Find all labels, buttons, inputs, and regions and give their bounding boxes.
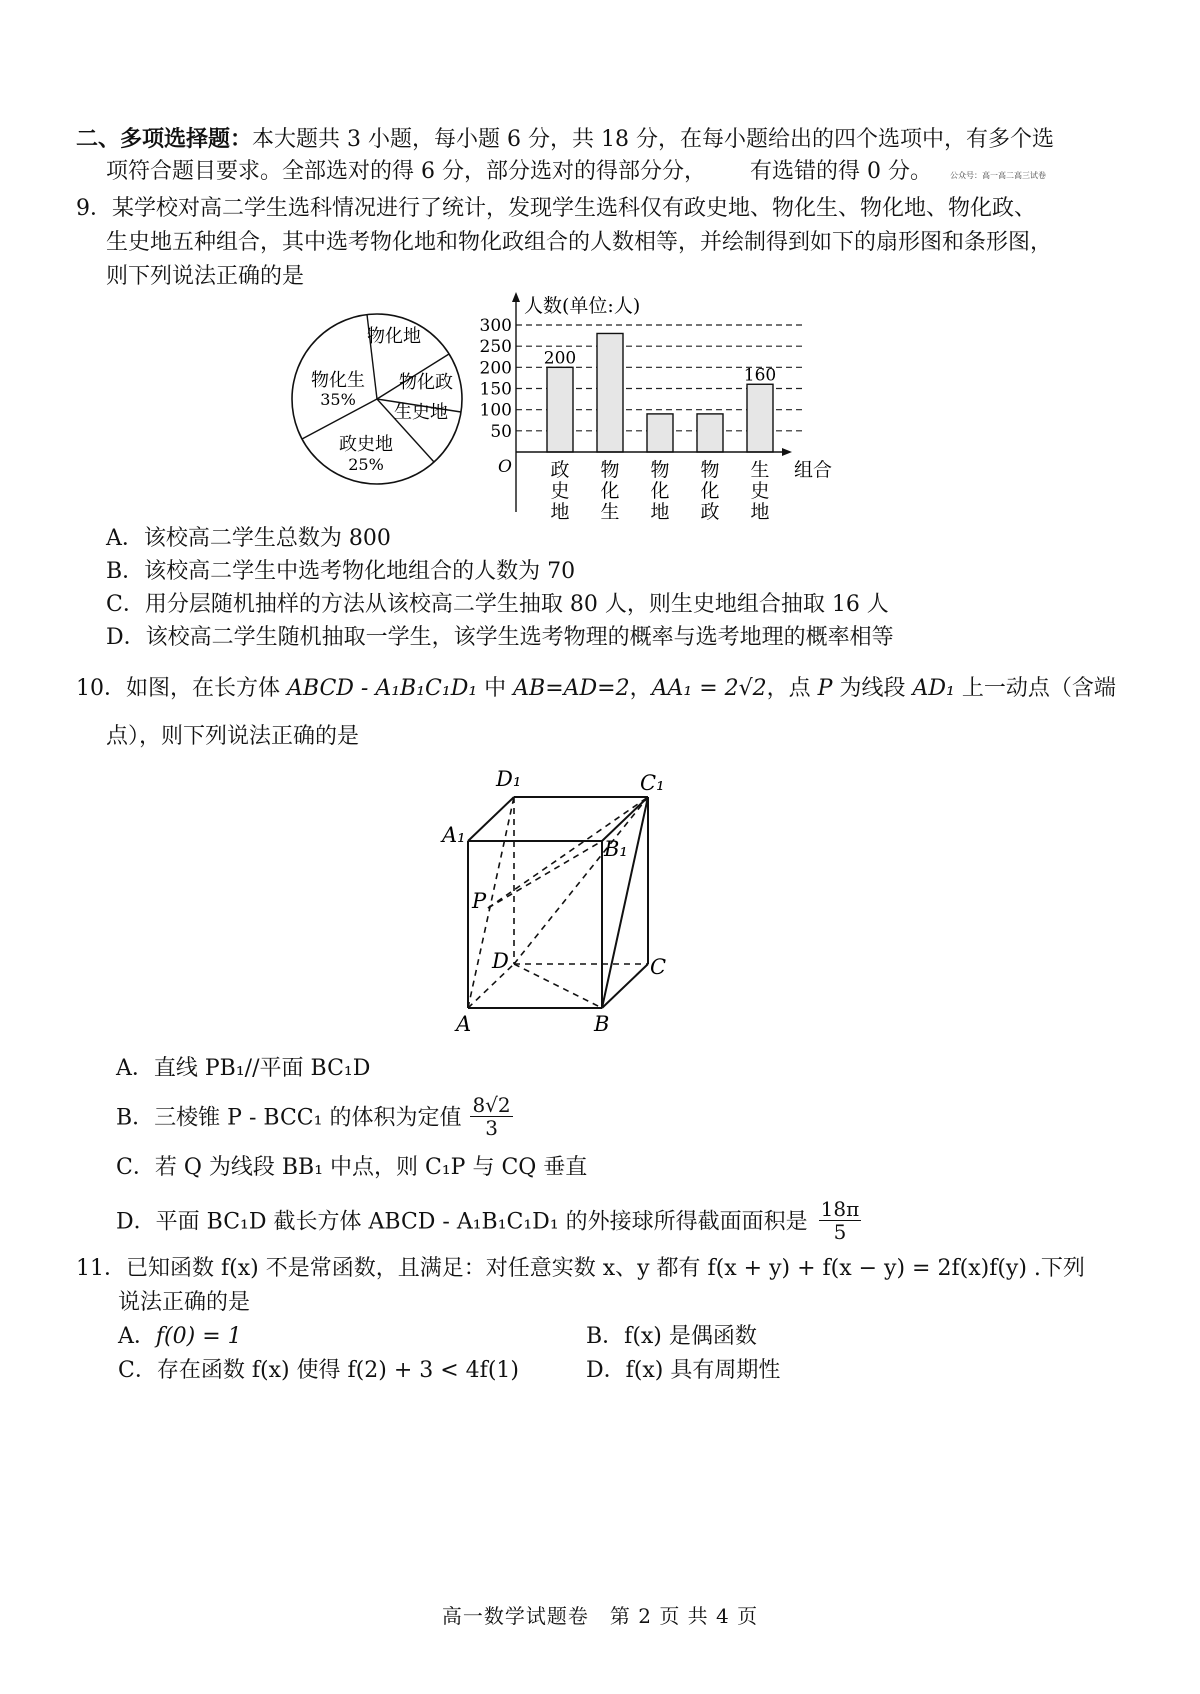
- x-category-label-3-char-3: 地: [650, 501, 670, 520]
- bar-1: [547, 367, 573, 452]
- q11-option-a: [118, 1322, 242, 1352]
- bar-yticks: [480, 316, 512, 442]
- q10-line1: [76, 674, 1116, 704]
- q9-option-c-letter: C．: [106, 592, 145, 617]
- q9-option-b-text: 该校高二学生中选考物化地组合的人数为 70: [144, 559, 576, 584]
- cuboid-figure: [434, 760, 694, 1040]
- y-tick-label-50: 50: [490, 421, 512, 442]
- bar-xlabels: [550, 459, 769, 520]
- q10-option-d-text: 平面 BC₁D 截长方体 ABCD - A₁B₁C₁D₁ 的外接球所得截面面积是: [155, 1209, 808, 1235]
- bar-3: [647, 414, 673, 452]
- q10-t2: ABCD - A₁B₁C₁D₁: [287, 676, 478, 701]
- section-intro-text: 本大题共 3 小题，每小题 6 分，共 18 分，在每小题给出的四个选项中，有多个选: [252, 127, 1054, 152]
- q9-line2: 生史地五种组合，其中选考物化地和物化政组合的人数相等，并绘制得到如下的扇形图和条形图，: [106, 230, 1053, 255]
- q10-option-d-fraction: [819, 1198, 862, 1243]
- q10-option-b: [116, 1093, 513, 1141]
- q9-line3: 则下列说法正确的是: [106, 264, 305, 289]
- q10-number: 10．: [76, 676, 126, 701]
- q11-option-a-letter: A．: [118, 1324, 156, 1349]
- x-category-label-5-char-3: 地: [750, 501, 770, 520]
- q9-text-line1: 某学校对高二学生选科情况进行了统计，发现学生选科仅有政史地、物化生、物化地、物化政、: [112, 196, 1037, 221]
- q10-option-c-letter: C．: [116, 1155, 155, 1180]
- q9-number: 9．: [76, 196, 112, 221]
- pie-label-zhengshidi: 政史地: [339, 434, 393, 455]
- edge-b1c1: [602, 797, 648, 841]
- origin-label: O: [498, 457, 512, 477]
- x-category-label-1-char-3: 地: [550, 501, 570, 520]
- edge-bc: [602, 964, 648, 1008]
- pie-label-wuhuasheng: 物化生: [311, 370, 365, 391]
- q9-line1: [76, 194, 1036, 224]
- y-tick-label-100: 100: [479, 400, 512, 421]
- watermark-note: 公众号：高一高二高三试卷: [950, 171, 1046, 180]
- label-p: P: [472, 889, 487, 913]
- label-d: D: [492, 949, 509, 973]
- q10-option-d-frac-den: 5: [833, 1220, 847, 1244]
- q11-option-b: [586, 1322, 757, 1352]
- q10-option-a: [116, 1054, 370, 1084]
- bar-chart: [476, 290, 836, 520]
- pie-pct-wuhuasheng: 35%: [320, 390, 356, 409]
- bar-4: [697, 414, 723, 452]
- data-label-1: 200: [543, 348, 577, 369]
- x-category-label-5-char-1: 生: [750, 459, 770, 481]
- x-category-label-3-char-2: 化: [650, 480, 670, 502]
- pie-label-wuhuazheng: 物化政: [399, 372, 453, 393]
- q9-option-a-text: 该校高二学生总数为 800: [143, 526, 391, 551]
- q10-line2: 点），则下列说法正确的是: [106, 724, 360, 749]
- q9-option-c: [106, 590, 889, 620]
- page-footer: 高一数学试题卷 第 2 页 共 4 页: [441, 1604, 759, 1628]
- q10-option-b-text: 三棱锥 P - BCC₁ 的体积为定值: [154, 1105, 462, 1131]
- q10-t7: ，点: [766, 676, 818, 701]
- x-axis-title: 组合: [794, 459, 833, 481]
- q10-option-c-text: 若 Q 为线段 BB₁ 中点，则 C₁P 与 CQ 垂直: [154, 1155, 588, 1180]
- q11-option-c-text: 存在函数 f(x) 使得 f(2) + 3 < 4f(1): [156, 1358, 519, 1383]
- y-tick-label-300: 300: [479, 316, 512, 336]
- label-a1: A₁: [442, 823, 466, 847]
- y-tick-label-150: 150: [479, 379, 512, 400]
- x-category-label-4-char-2: 化: [700, 480, 720, 502]
- x-category-label-2-char-1: 物: [600, 459, 620, 481]
- q9-option-c-text: 用分层随机抽样的方法从该校高二学生抽取 80 人，则生史地组合抽取 16 人: [144, 592, 889, 617]
- q10-option-b-frac-den: 3: [485, 1116, 498, 1140]
- section-heading: 二、多项选择题：: [76, 126, 253, 152]
- y-tick-label-200: 200: [479, 358, 512, 379]
- q10-t11: 上一动点（含端: [954, 676, 1116, 701]
- q11-option-d-letter: D．: [586, 1358, 626, 1383]
- edge-a1d1: [468, 797, 514, 841]
- section-intro-line2b-text: 有选错的得 0 分。: [750, 159, 932, 184]
- section-intro-line2-text: 项符合题目要求。全部选对的得 6 分，部分选对的得部分分，: [106, 159, 706, 184]
- data-label-5: 160: [743, 365, 777, 386]
- q10-t9: 为线段: [832, 676, 913, 701]
- x-category-label-4-char-3: 政: [700, 501, 720, 520]
- label-b1: B₁: [604, 837, 628, 861]
- q11-option-d: [586, 1356, 780, 1386]
- q10-t10: AD₁: [912, 676, 955, 701]
- q10-t5: ，: [629, 676, 652, 701]
- q10-t4: AB=AD=2: [513, 676, 630, 701]
- x-category-label-3-char-1: 物: [650, 459, 670, 481]
- q10-option-a-letter: A．: [116, 1056, 154, 1081]
- q10-option-b-frac-num: 8√2: [472, 1093, 511, 1117]
- q10-t1: 如图，在长方体: [126, 676, 287, 701]
- x-category-label-2-char-2: 化: [600, 480, 620, 502]
- q11-option-c-letter: C．: [118, 1358, 157, 1383]
- label-c: C: [650, 955, 667, 979]
- edge-dc1: [514, 797, 648, 964]
- q9-option-a-letter: A．: [106, 526, 144, 551]
- q11-option-d-text: f(x) 具有周期性: [625, 1358, 781, 1383]
- y-axis-arrow: [512, 292, 520, 302]
- q11-option-c: [118, 1356, 519, 1386]
- pie-label-shengshidi: 生史地: [394, 402, 448, 423]
- q10-option-b-letter: B．: [116, 1105, 155, 1131]
- cuboid-dashed-edges: [468, 797, 648, 1008]
- x-category-label-5-char-2: 史: [750, 480, 770, 502]
- q11-line2: 说法正确的是: [118, 1290, 251, 1315]
- cuboid-solid-edges: [468, 797, 648, 1008]
- section-intro-line2: [106, 157, 932, 187]
- q10-option-c: [116, 1153, 587, 1183]
- q9-option-b: [106, 557, 575, 587]
- label-b: B: [594, 1012, 610, 1036]
- q10-option-a-text: 直线 PB₁//平面 BC₁D: [153, 1056, 371, 1081]
- q9-option-d-text: 该校高二学生随机抽取一学生，该学生选考物理的概率与选考地理的概率相等: [145, 625, 894, 650]
- bar-2: [597, 333, 623, 452]
- section-intro-line1: [76, 124, 1054, 155]
- label-c1: C₁: [640, 771, 665, 795]
- q10-t3: 中: [477, 676, 514, 701]
- pie-pct-zhengshidi: 25%: [348, 455, 384, 474]
- x-category-label-1-char-1: 政: [550, 459, 570, 481]
- label-a: A: [456, 1012, 472, 1036]
- q11-number: 11．: [76, 1256, 126, 1281]
- q9-option-b-letter: B．: [106, 559, 145, 584]
- bar-bars: [547, 333, 773, 452]
- q9-option-d: [106, 623, 894, 653]
- q10-t8: P: [817, 676, 833, 701]
- label-d1: D₁: [496, 767, 522, 791]
- x-category-label-2-char-3: 生: [600, 501, 620, 520]
- q11-option-b-text: f(x) 是偶函数: [624, 1324, 757, 1349]
- q9-option-a: [106, 524, 391, 554]
- q11-text-line1: 已知函数 f(x) 不是常函数，且满足：对任意实数 x、y 都有 f(x + y) + f(x − y) = 2f(x)f(y) .下列: [126, 1256, 1085, 1281]
- x-category-label-1-char-2: 史: [550, 480, 570, 502]
- q10-option-d-frac-num: 18π: [820, 1197, 860, 1221]
- q11-option-b-letter: B．: [586, 1324, 625, 1349]
- q11-line1: [76, 1254, 1085, 1284]
- edge-bc1: [602, 797, 648, 1008]
- bar-5: [747, 384, 773, 452]
- q10-t6: AA₁ = 2√2: [651, 676, 767, 701]
- q11-option-a-text: f(0) = 1: [155, 1324, 242, 1349]
- pie-label-wuhuadi: 物化地: [367, 326, 421, 347]
- y-axis-title: 人数(单位:人): [524, 295, 641, 317]
- q10-option-b-fraction: [470, 1094, 512, 1139]
- q10-option-d-letter: D．: [116, 1209, 156, 1235]
- edge-db: [514, 964, 602, 1008]
- y-tick-label-250: 250: [479, 337, 512, 358]
- q10-option-d: [116, 1197, 861, 1245]
- x-category-label-4-char-1: 物: [700, 459, 720, 481]
- pie-chart: [284, 306, 470, 492]
- x-axis-arrow: [782, 448, 792, 456]
- q9-option-d-letter: D．: [106, 625, 146, 650]
